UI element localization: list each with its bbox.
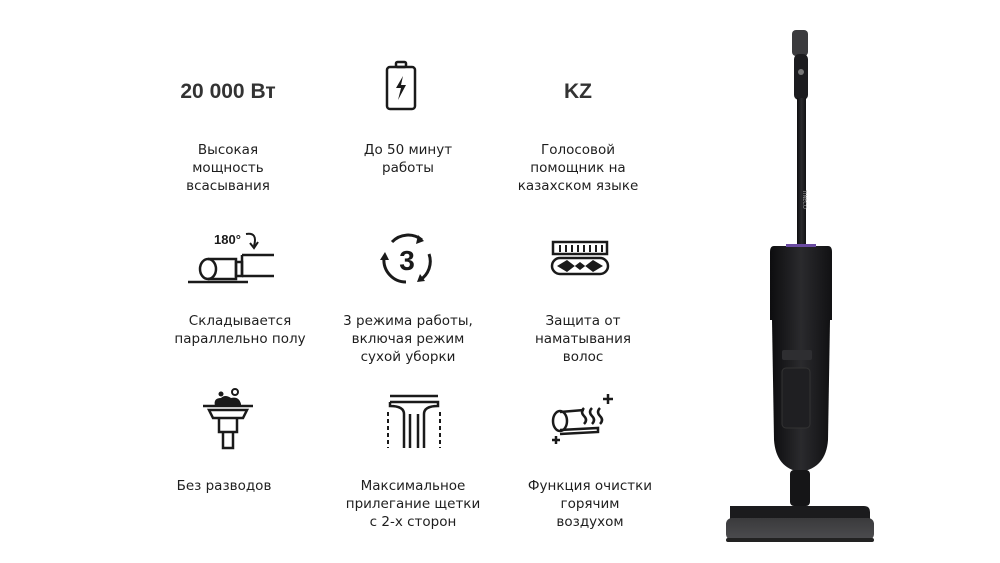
no-streaks-icon	[199, 386, 257, 452]
feature-label-streaks: Без разводов	[176, 478, 272, 494]
feature-label-runtime: До 50 минут работы	[363, 142, 453, 176]
mode-count-text: 3	[399, 245, 415, 276]
feature-label-edges: Максимальное прилегание щетки с 2-х сторон	[345, 478, 481, 530]
hot-air-roller-icon	[550, 392, 614, 444]
tube-brand-text: TINECO	[801, 190, 807, 209]
feature-label-fold: Складывается параллельно полу	[174, 313, 306, 347]
edge-cleaning-icon	[384, 392, 444, 450]
battery-icon	[384, 60, 418, 112]
feature-label-hot-air: Функция очистки горячим воздухом	[527, 478, 653, 530]
language-headline: KZ	[564, 80, 592, 103]
three-modes-icon	[378, 232, 436, 288]
fold-angle-text: 180°	[214, 232, 241, 247]
brush-roll-icon	[549, 238, 611, 280]
feature-label-voice: Голосовой помощник на казахском языке	[517, 142, 639, 194]
feature-label-hair: Защита от наматывания волос	[534, 313, 632, 365]
feature-label-suction: Высокая мощность всасывания	[186, 142, 270, 194]
power-headline: 20 000 Вт	[180, 80, 276, 103]
vacuum-cleaner-image	[700, 20, 900, 554]
fold-180-icon	[186, 228, 278, 286]
feature-label-modes: 3 режима работы, включая режим сухой уборки	[343, 313, 473, 365]
